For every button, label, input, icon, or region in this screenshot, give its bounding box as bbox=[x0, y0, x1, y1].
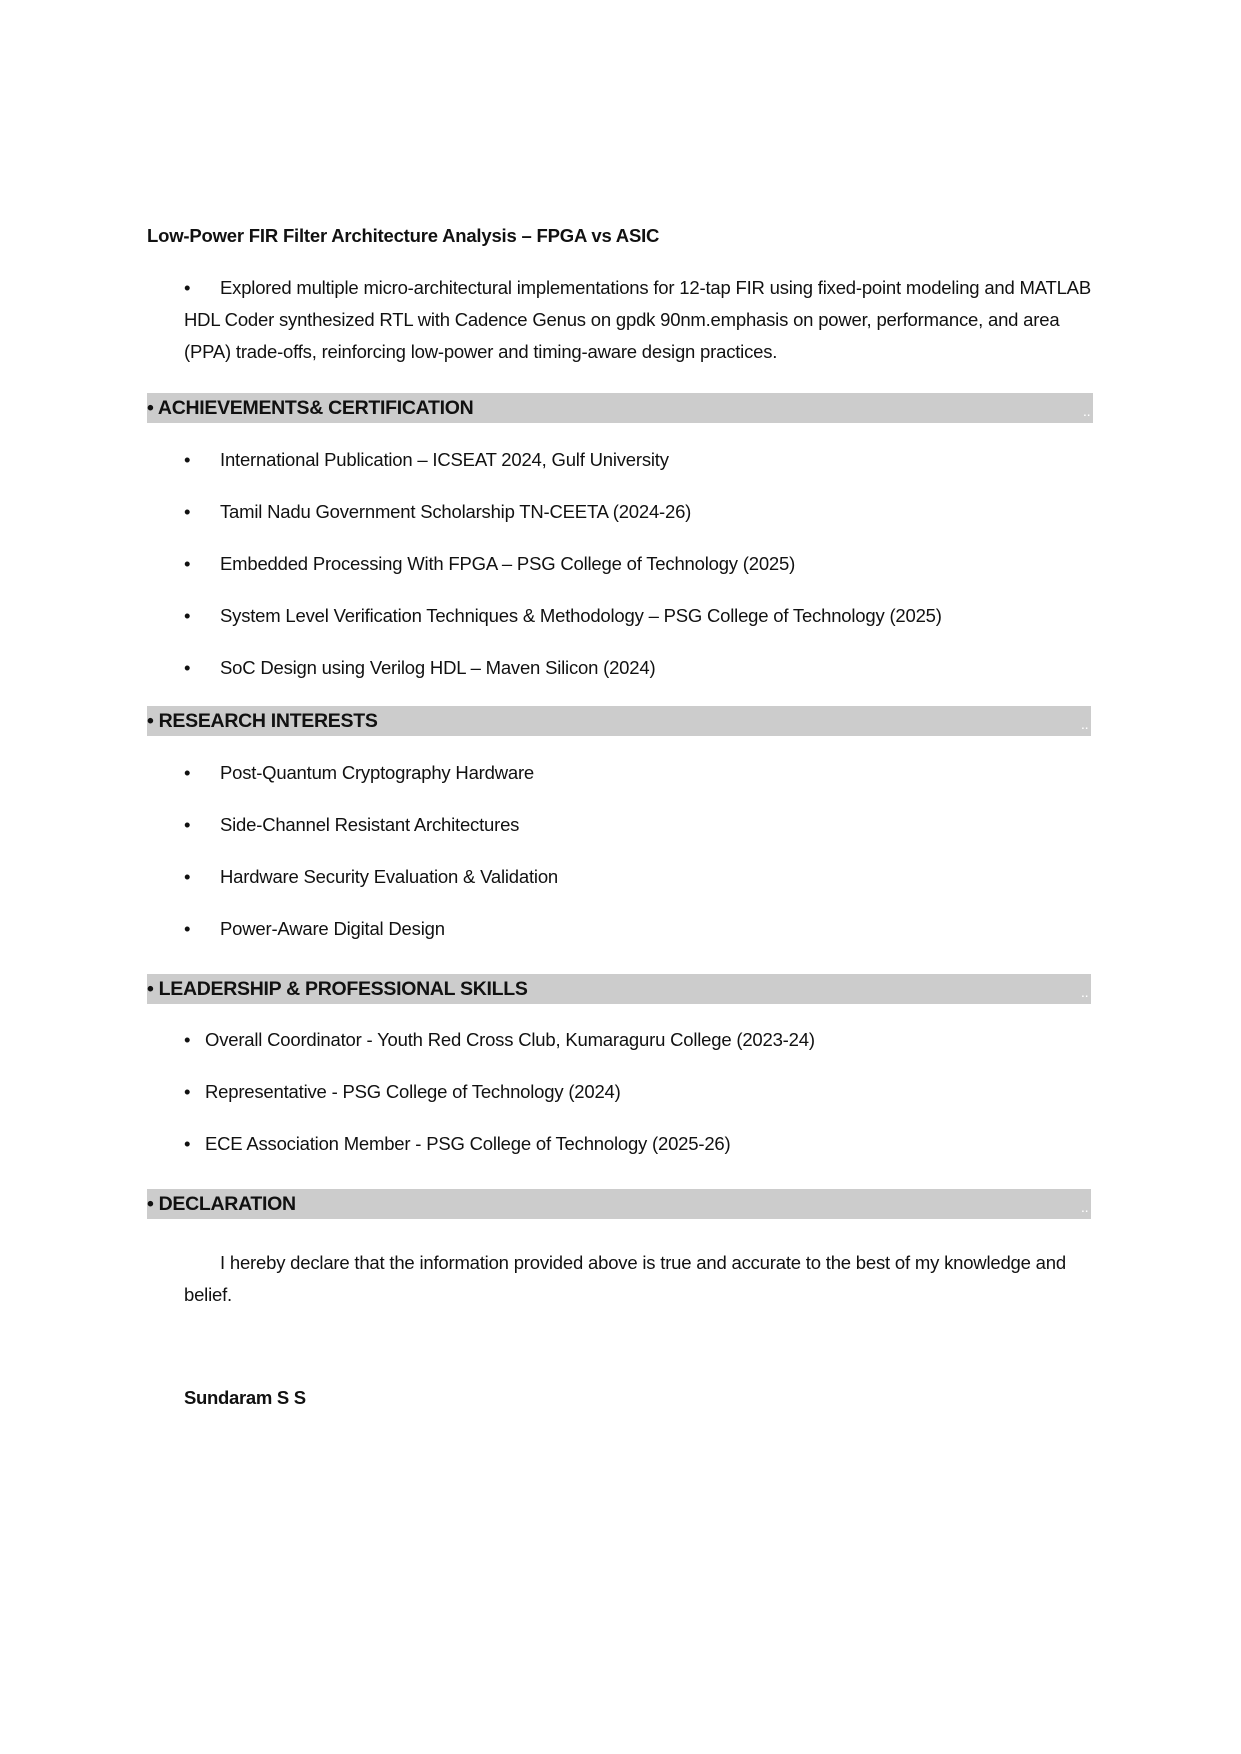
bullet-icon: • bbox=[184, 605, 191, 626]
list-item bbox=[184, 449, 669, 471]
section-title: • RESEARCH INTERESTS bbox=[147, 710, 378, 732]
bullet-icon: • bbox=[184, 1029, 191, 1050]
list-item-text: System Level Verification Techniques & Methodology – PSG College of Technology (2025) bbox=[220, 605, 942, 626]
section-dots: .. bbox=[1083, 408, 1091, 419]
list-item-text: International Publication – ICSEAT 2024, Gulf University bbox=[220, 449, 669, 470]
section-header-research bbox=[147, 706, 1091, 736]
list-item-text: Post-Quantum Cryptography Hardware bbox=[220, 762, 535, 783]
bullet-icon: • bbox=[184, 814, 191, 835]
list-item bbox=[184, 918, 445, 940]
list-item-text: ECE Association Member - PSG College of Technology (2025-26) bbox=[205, 1133, 731, 1154]
list-item bbox=[184, 866, 558, 888]
section-dots: .. bbox=[1081, 1204, 1089, 1215]
project-description-text: Explored multiple micro-architectural implementations for 12-tap FIR using fixed-point modeling and MATLAB HDL Coder synthesized RTL with Cadence Genus on gpdk 90nm.emphasis on power, performance, and area (PPA) trade-offs, reinforcing low-power and timing-aware design practices. bbox=[184, 277, 1091, 362]
section-header-declaration bbox=[147, 1189, 1091, 1219]
bullet-icon: • bbox=[184, 918, 191, 939]
bullet-icon: • bbox=[184, 449, 191, 470]
list-item-text: Power-Aware Digital Design bbox=[220, 918, 445, 939]
list-item-text: Representative - PSG College of Technology (2024) bbox=[205, 1081, 621, 1102]
list-item-text: Embedded Processing With FPGA – PSG College of Technology (2025) bbox=[220, 553, 796, 574]
section-dots: .. bbox=[1081, 721, 1089, 732]
list-item bbox=[184, 762, 534, 784]
bullet-icon: • bbox=[184, 277, 191, 298]
list-item bbox=[184, 1029, 815, 1051]
list-item bbox=[184, 1133, 730, 1155]
section-header-leadership bbox=[147, 974, 1091, 1004]
list-item-text: SoC Design using Verilog HDL – Maven Silicon (2024) bbox=[220, 657, 656, 678]
list-item bbox=[184, 605, 942, 627]
signature-name: Sundaram S S bbox=[184, 1387, 306, 1408]
bullet-icon: • bbox=[184, 762, 191, 783]
list-item bbox=[184, 1081, 621, 1103]
bullet-icon: • bbox=[184, 1081, 191, 1102]
list-item-text: Hardware Security Evaluation & Validation bbox=[220, 866, 558, 887]
section-title: • DECLARATION bbox=[147, 1193, 296, 1215]
bullet-icon: • bbox=[184, 553, 191, 574]
section-dots: .. bbox=[1081, 989, 1089, 1000]
list-item bbox=[184, 814, 519, 836]
list-item bbox=[184, 657, 655, 679]
bullet-icon: • bbox=[184, 501, 191, 522]
list-item-text: Overall Coordinator - Youth Red Cross Club, Kumaraguru College (2023-24) bbox=[205, 1029, 815, 1050]
project-title: Low-Power FIR Filter Architecture Analysis – FPGA vs ASIC bbox=[147, 225, 660, 246]
list-item-text: Side-Channel Resistant Architectures bbox=[220, 814, 520, 835]
bullet-icon: • bbox=[184, 866, 191, 887]
bullet-icon: • bbox=[184, 657, 191, 678]
section-title: • LEADERSHIP & PROFESSIONAL SKILLS bbox=[147, 978, 528, 1000]
section-header-achievements bbox=[147, 393, 1093, 423]
list-item bbox=[184, 553, 795, 575]
list-item-text: Tamil Nadu Government Scholarship TN-CEETA (2024-26) bbox=[220, 501, 692, 522]
declaration-text: I hereby declare that the information provided above is true and accurate to the best of my knowledge and belief. bbox=[184, 1252, 1066, 1305]
list-item bbox=[184, 501, 691, 523]
project-description bbox=[184, 272, 1104, 368]
section-title: • ACHIEVEMENTS& CERTIFICATION bbox=[147, 397, 474, 419]
bullet-icon: • bbox=[184, 1133, 191, 1154]
